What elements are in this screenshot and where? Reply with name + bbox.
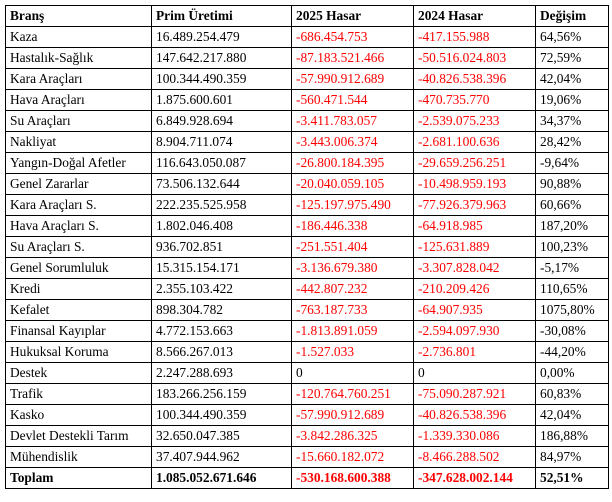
cell-premium: 936.702.851: [152, 237, 292, 258]
cell-premium: 4.772.153.663: [152, 321, 292, 342]
cell-premium: 32.650.047.385: [152, 426, 292, 447]
cell-branch: Kara Araçları S.: [6, 195, 152, 216]
cell-premium: 116.643.050.087: [152, 153, 292, 174]
cell-branch: Kasko: [6, 405, 152, 426]
cell-claims-2024: -2.681.100.636: [414, 132, 536, 153]
cell-branch: Kara Araçları: [6, 69, 152, 90]
cell-change: -30,08%: [536, 321, 609, 342]
table-row: [6, 342, 609, 363]
cell-branch: Kefalet: [6, 300, 152, 321]
table-row: [6, 27, 609, 48]
cell-change: 0,00%: [536, 363, 609, 384]
cell-claims-2024: -2.736.801: [414, 342, 536, 363]
cell-branch: Hava Araçları S.: [6, 216, 152, 237]
cell-change: 1075,80%: [536, 300, 609, 321]
cell-claims-2024: -8.466.288.502: [414, 447, 536, 468]
cell-claims-2025: -26.800.184.395: [292, 153, 414, 174]
cell-change: 42,04%: [536, 69, 609, 90]
insurance-claims-table-container: [5, 5, 609, 489]
cell-claims-2025: -57.990.912.689: [292, 405, 414, 426]
table-row: [6, 153, 609, 174]
cell-claims-2024: -1.339.330.086: [414, 426, 536, 447]
cell-premium: 15.315.154.171: [152, 258, 292, 279]
table-row: [6, 69, 609, 90]
cell-premium: 6.849.928.694: [152, 111, 292, 132]
insurance-claims-table: [5, 5, 609, 489]
cell-branch: Hava Araçları: [6, 90, 152, 111]
cell-claims-2025: -3.842.286.325: [292, 426, 414, 447]
cell-claims-2024: -210.209.426: [414, 279, 536, 300]
cell-claims-2025: -442.807.232: [292, 279, 414, 300]
cell-change: 42,04%: [536, 405, 609, 426]
table-row: [6, 321, 609, 342]
cell-change: 72,59%: [536, 48, 609, 69]
cell-change: 64,56%: [536, 27, 609, 48]
cell-premium: 73.506.132.644: [152, 174, 292, 195]
cell-claims-2024: -125.631.889: [414, 237, 536, 258]
cell-claims-2025: -125.197.975.490: [292, 195, 414, 216]
table-row: [6, 363, 609, 384]
cell-premium: 1.085.052.671.646: [152, 468, 292, 489]
cell-branch: Yangın-Doğal Afetler: [6, 153, 152, 174]
table-row: [6, 279, 609, 300]
cell-branch: Hastalık-Sağlık: [6, 48, 152, 69]
table-body: [6, 27, 609, 489]
cell-branch: Su Araçları: [6, 111, 152, 132]
table-row: [6, 426, 609, 447]
cell-claims-2025: -120.764.760.251: [292, 384, 414, 405]
cell-premium: 100.344.490.359: [152, 405, 292, 426]
cell-claims-2024: -29.659.256.251: [414, 153, 536, 174]
cell-branch: Toplam: [6, 468, 152, 489]
table-row: [6, 258, 609, 279]
cell-claims-2025: -1.813.891.059: [292, 321, 414, 342]
cell-branch: Hukuksal Koruma: [6, 342, 152, 363]
cell-claims-2024: -417.155.988: [414, 27, 536, 48]
table-row: [6, 195, 609, 216]
cell-claims-2025: -3.411.783.057: [292, 111, 414, 132]
cell-claims-2024: -347.628.002.144: [414, 468, 536, 489]
cell-premium: 37.407.944.962: [152, 447, 292, 468]
cell-premium: 898.304.782: [152, 300, 292, 321]
cell-change: 60,66%: [536, 195, 609, 216]
table-row: [6, 384, 609, 405]
cell-premium: 2.355.103.422: [152, 279, 292, 300]
cell-claims-2025: -530.168.600.388: [292, 468, 414, 489]
cell-premium: 16.489.254.479: [152, 27, 292, 48]
cell-claims-2024: -2.539.075.233: [414, 111, 536, 132]
cell-premium: 1.875.600.601: [152, 90, 292, 111]
cell-change: -44,20%: [536, 342, 609, 363]
cell-claims-2024: -2.594.097.930: [414, 321, 536, 342]
table-row: [6, 48, 609, 69]
cell-change: 19,06%: [536, 90, 609, 111]
cell-branch: Finansal Kayıplar: [6, 321, 152, 342]
cell-claims-2024: -50.516.024.803: [414, 48, 536, 69]
cell-claims-2024: -75.090.287.921: [414, 384, 536, 405]
header-row: [6, 6, 609, 27]
cell-claims-2024: -40.826.538.396: [414, 69, 536, 90]
table-row: [6, 216, 609, 237]
header-claims-2025: 2025 Hasar: [292, 6, 414, 27]
cell-claims-2024: -64.918.985: [414, 216, 536, 237]
cell-change: 60,83%: [536, 384, 609, 405]
cell-claims-2025: 0: [292, 363, 414, 384]
header-change: Değişim: [536, 6, 609, 27]
cell-change: 34,37%: [536, 111, 609, 132]
cell-change: -9,64%: [536, 153, 609, 174]
table-header: [6, 6, 609, 27]
cell-branch: Genel Zararlar: [6, 174, 152, 195]
cell-claims-2025: -186.446.338: [292, 216, 414, 237]
table-row: [6, 111, 609, 132]
header-branch: Branş: [6, 6, 152, 27]
cell-change: 84,97%: [536, 447, 609, 468]
header-premium: Prim Üretimi: [152, 6, 292, 27]
cell-branch: Devlet Destekli Tarım: [6, 426, 152, 447]
table-row: [6, 174, 609, 195]
table-row: [6, 132, 609, 153]
cell-change: 186,88%: [536, 426, 609, 447]
cell-claims-2025: -763.187.733: [292, 300, 414, 321]
cell-branch: Mühendislik: [6, 447, 152, 468]
cell-claims-2025: -1.527.033: [292, 342, 414, 363]
cell-claims-2025: -3.136.679.380: [292, 258, 414, 279]
cell-premium: 183.266.256.159: [152, 384, 292, 405]
cell-claims-2025: -20.040.059.105: [292, 174, 414, 195]
cell-branch: Kaza: [6, 27, 152, 48]
table-row: [6, 300, 609, 321]
cell-claims-2024: 0: [414, 363, 536, 384]
cell-claims-2024: -10.498.959.193: [414, 174, 536, 195]
cell-branch: Destek: [6, 363, 152, 384]
cell-claims-2025: -15.660.182.072: [292, 447, 414, 468]
table-row: [6, 447, 609, 468]
table-row: [6, 90, 609, 111]
cell-claims-2025: -251.551.404: [292, 237, 414, 258]
cell-claims-2025: -686.454.753: [292, 27, 414, 48]
cell-branch: Su Araçları S.: [6, 237, 152, 258]
cell-premium: 100.344.490.359: [152, 69, 292, 90]
cell-premium: 2.247.288.693: [152, 363, 292, 384]
cell-claims-2024: -40.826.538.396: [414, 405, 536, 426]
cell-premium: 1.802.046.408: [152, 216, 292, 237]
cell-change: 28,42%: [536, 132, 609, 153]
cell-premium: 222.235.525.958: [152, 195, 292, 216]
cell-premium: 8.566.267.013: [152, 342, 292, 363]
cell-premium: 8.904.711.074: [152, 132, 292, 153]
cell-claims-2025: -87.183.521.466: [292, 48, 414, 69]
table-row: [6, 237, 609, 258]
cell-claims-2025: -560.471.544: [292, 90, 414, 111]
header-claims-2024: 2024 Hasar: [414, 6, 536, 27]
cell-change: 110,65%: [536, 279, 609, 300]
cell-change: 100,23%: [536, 237, 609, 258]
cell-premium: 147.642.217.880: [152, 48, 292, 69]
cell-claims-2025: -57.990.912.689: [292, 69, 414, 90]
cell-claims-2024: -77.926.379.963: [414, 195, 536, 216]
cell-claims-2024: -3.307.828.042: [414, 258, 536, 279]
cell-branch: Kredi: [6, 279, 152, 300]
cell-branch: Nakliyat: [6, 132, 152, 153]
table-row: [6, 405, 609, 426]
cell-claims-2025: -3.443.006.374: [292, 132, 414, 153]
cell-change: -5,17%: [536, 258, 609, 279]
cell-change: 187,20%: [536, 216, 609, 237]
cell-change: 52,51%: [536, 468, 609, 489]
cell-claims-2024: -64.907.935: [414, 300, 536, 321]
cell-change: 90,88%: [536, 174, 609, 195]
cell-claims-2024: -470.735.770: [414, 90, 536, 111]
total-row: [6, 468, 609, 489]
cell-branch: Trafik: [6, 384, 152, 405]
cell-branch: Genel Sorumluluk: [6, 258, 152, 279]
